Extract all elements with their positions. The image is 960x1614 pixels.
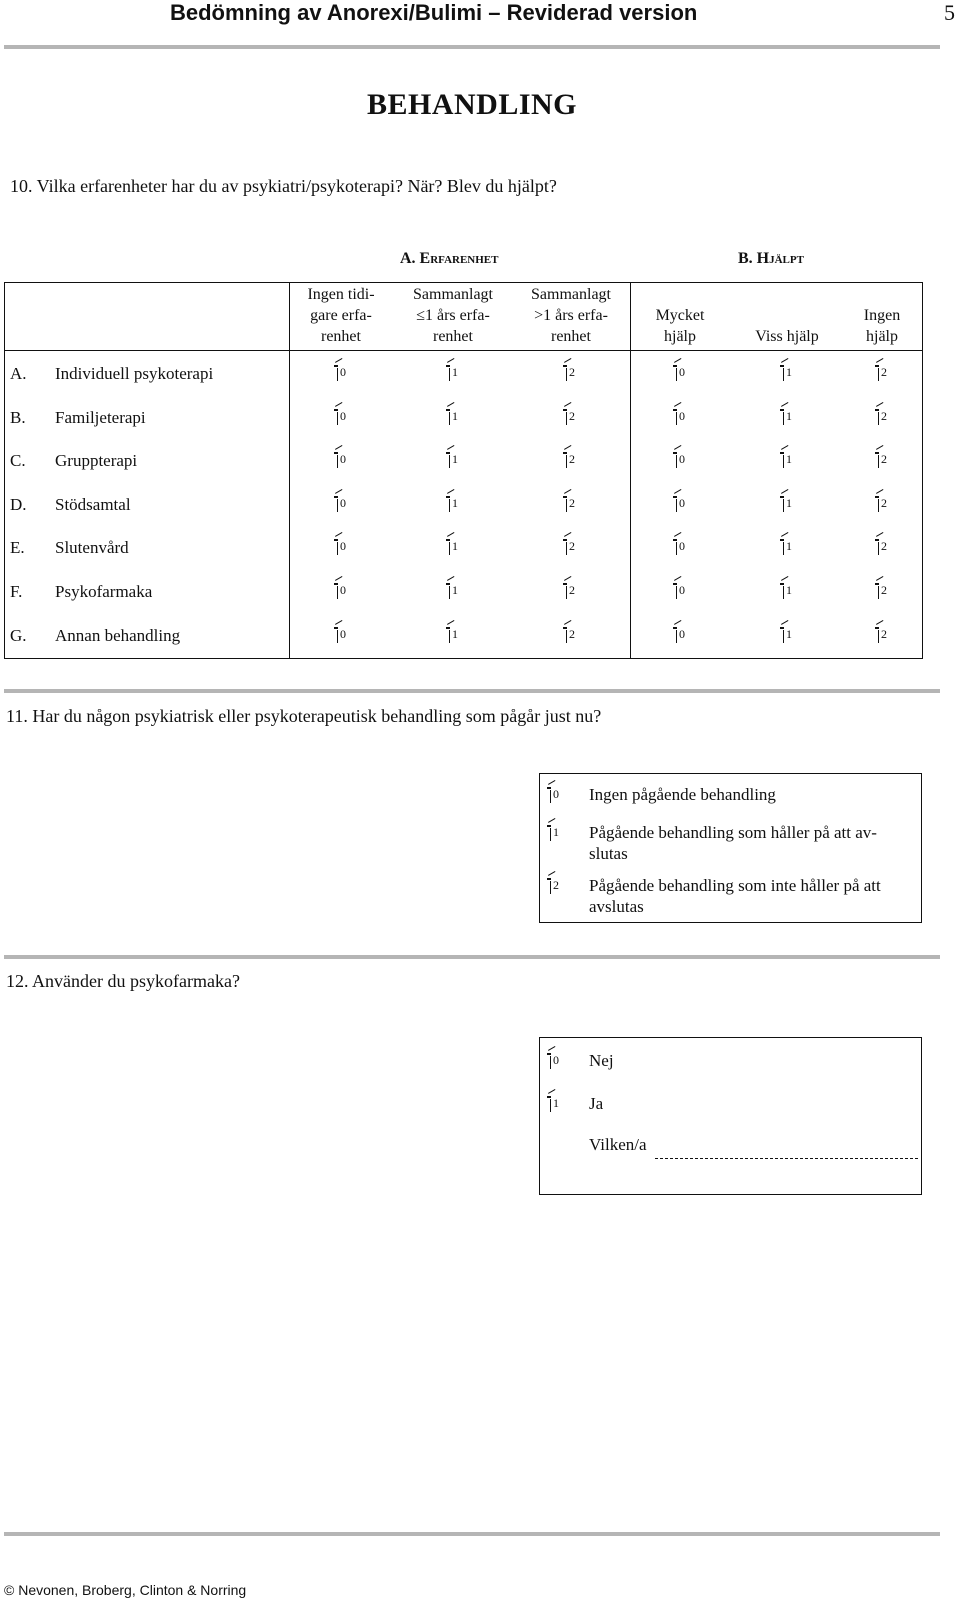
section-rule	[4, 689, 940, 693]
column-header-line: renhet	[433, 328, 473, 345]
checkbox-code: 1	[452, 539, 458, 554]
checkbox-code: 1	[786, 626, 792, 641]
checkbox-mark	[337, 412, 338, 425]
checkbox-mark	[676, 455, 677, 468]
option-label: Pågående behandling som håller på att av-	[589, 823, 877, 842]
checkbox-mark	[449, 542, 450, 555]
checkbox-code: 1	[452, 365, 458, 379]
checkbox-mark	[337, 455, 338, 468]
checkbox-code: 0	[340, 539, 346, 554]
checkbox-code: 2	[881, 583, 887, 597]
column-header-line: Ingen	[863, 307, 901, 324]
which-label: Vilken/a	[589, 1135, 647, 1154]
row-label: Familjeterapi	[55, 407, 146, 427]
row-letter: E.	[10, 538, 25, 558]
checkbox-code: 0	[340, 452, 346, 467]
column-header-line: ≤1 års erfa-	[416, 307, 490, 324]
checkbox-mark	[566, 542, 567, 555]
row-label: Stödsamtal	[55, 494, 131, 514]
row-letter: B.	[10, 407, 26, 427]
checkbox-mark	[550, 881, 551, 894]
checkbox-code: 2	[881, 626, 887, 641]
checkbox-code: 2	[881, 452, 887, 467]
checkbox-code: 0	[679, 365, 685, 379]
checkbox-code: 1	[452, 495, 458, 510]
checkbox-mark	[783, 368, 784, 381]
checkbox-code: 1	[452, 583, 458, 597]
question-11-text: 11. Har du någon psykiatrisk eller psykoterapeutisk behandling som pågår just nu?	[6, 706, 602, 726]
column-header-line: >1 års erfa-	[534, 307, 608, 324]
option-label: Ingen pågående behandling	[589, 785, 776, 804]
checkbox-code: 1	[452, 452, 458, 467]
checkbox-mark	[337, 368, 338, 381]
checkbox-code: 2	[569, 408, 575, 423]
checkbox-mark	[566, 368, 567, 381]
checkbox-mark	[550, 1056, 551, 1069]
row-letter: C.	[10, 451, 26, 471]
question-10-text: 10. Vilka erfarenheter har du av psykiatri/psykoterapi? När? Blev du hjälpt?	[10, 176, 557, 196]
checkbox-code: 2	[881, 365, 887, 379]
checkbox-mark	[337, 499, 338, 512]
checkbox-mark	[337, 542, 338, 555]
option-label: Nej	[589, 1051, 614, 1070]
group-a-heading: A. Erfarenhet	[400, 250, 499, 267]
checkbox-code: 0	[340, 583, 346, 597]
option-label: avslutas	[589, 897, 644, 916]
checkbox-mark	[550, 790, 551, 803]
checkbox-mark	[676, 499, 677, 512]
group-b-heading: B. Hjälpt	[738, 250, 804, 267]
checkbox-mark	[676, 368, 677, 381]
checkbox-code: 0	[553, 787, 559, 801]
checkbox-code: 0	[340, 626, 346, 641]
checkbox-mark	[449, 630, 450, 643]
row-label: Gruppterapi	[55, 451, 138, 471]
checkbox-mark	[878, 586, 879, 599]
footer-copyright: © Nevonen, Broberg, Clinton & Norring	[4, 1582, 247, 1598]
row-letter: G.	[10, 625, 27, 645]
option-label: Pågående behandling som inte håller på att	[589, 876, 881, 895]
which-answer-line[interactable]	[655, 1158, 918, 1159]
question-12-text: 12. Använder du psykofarmaka?	[6, 971, 240, 991]
checkbox-code: 0	[340, 365, 346, 379]
column-header-line: hjälp	[664, 328, 696, 345]
column-header-line: Sammanlagt	[413, 286, 493, 303]
column-header-line: hjälp	[866, 328, 898, 345]
checkbox-code: 1	[786, 452, 792, 467]
checkbox-code: 0	[679, 408, 685, 423]
checkbox-mark	[878, 412, 879, 425]
page-number: 5	[944, 0, 955, 25]
checkbox-code: 1	[786, 408, 792, 423]
checkbox-mark	[783, 630, 784, 643]
column-header-line: renhet	[551, 328, 591, 345]
row-label: Slutenvård	[55, 538, 129, 558]
checkbox-code: 0	[340, 495, 346, 510]
checkbox-code: 0	[679, 539, 685, 554]
page-header-title: Bedömning av Anorexi/Bulimi – Reviderad version	[170, 0, 698, 25]
checkbox-code: 2	[553, 878, 559, 892]
row-label: Psykofarmaka	[55, 582, 153, 601]
row-letter: A.	[10, 364, 27, 383]
checkbox-mark	[566, 586, 567, 599]
checkbox-code: 2	[569, 365, 575, 379]
checkbox-code: 2	[569, 539, 575, 554]
section-rule	[4, 955, 940, 959]
column-header-line: Viss hjälp	[755, 328, 819, 345]
checkbox-mark	[783, 542, 784, 555]
option-label: Ja	[589, 1094, 604, 1113]
checkbox-mark	[566, 630, 567, 643]
checkbox-mark	[449, 455, 450, 468]
column-header-line: Sammanlagt	[531, 286, 611, 303]
checkbox-code: 0	[679, 495, 685, 510]
checkbox-code: 2	[569, 626, 575, 641]
checkbox-code: 2	[881, 408, 887, 423]
checkbox-code: 2	[569, 583, 575, 597]
checkbox-mark	[550, 828, 551, 841]
column-header-line: gare erfa-	[310, 307, 372, 324]
checkbox-mark	[783, 499, 784, 512]
checkbox-code: 2	[881, 539, 887, 554]
checkbox-code: 0	[553, 1053, 559, 1067]
checkbox-mark	[878, 368, 879, 381]
section-title: BEHANDLING	[366, 88, 578, 121]
checkbox-mark	[449, 412, 450, 425]
checkbox-code: 2	[569, 495, 575, 510]
checkbox-code: 2	[881, 495, 887, 510]
footer-rule	[4, 1532, 940, 1536]
column-header-line: Ingen tidi-	[307, 286, 375, 303]
checkbox-mark	[783, 455, 784, 468]
checkbox-code: 1	[786, 495, 792, 510]
row-label: Individuell psykoterapi	[55, 364, 214, 383]
checkbox-mark	[878, 455, 879, 468]
checkbox-mark	[449, 499, 450, 512]
checkbox-mark	[337, 630, 338, 643]
checkbox-code: 1	[786, 539, 792, 554]
checkbox-mark	[550, 1099, 551, 1112]
checkbox-mark	[783, 412, 784, 425]
checkbox-mark	[449, 368, 450, 381]
column-header-line: Mycket	[655, 307, 705, 324]
checkbox-mark	[676, 412, 677, 425]
checkbox-mark	[337, 586, 338, 599]
column-header-line: renhet	[321, 328, 361, 345]
checkbox-code: 1	[786, 583, 792, 597]
checkbox-mark	[676, 630, 677, 643]
checkbox-code: 1	[553, 825, 559, 839]
checkbox-code: 1	[452, 626, 458, 641]
header-rule	[4, 45, 940, 49]
checkbox-code: 0	[679, 626, 685, 641]
checkbox-mark	[878, 542, 879, 555]
row-letter: D.	[10, 494, 27, 514]
checkbox-mark	[676, 542, 677, 555]
checkbox-code: 1	[553, 1096, 559, 1110]
row-label: Annan behandling	[55, 625, 181, 645]
checkbox-mark	[783, 586, 784, 599]
checkbox-code: 1	[452, 408, 458, 423]
checkbox-mark	[566, 455, 567, 468]
checkbox-mark	[878, 499, 879, 512]
checkbox-code: 0	[679, 452, 685, 467]
checkbox-code: 0	[340, 408, 346, 423]
table-header-rule	[4, 350, 922, 351]
checkbox-code: 1	[786, 365, 792, 379]
checkbox-code: 2	[569, 452, 575, 467]
checkbox-mark	[676, 586, 677, 599]
checkbox-mark	[566, 499, 567, 512]
checkbox-code: 0	[679, 583, 685, 597]
row-letter: F.	[10, 582, 23, 601]
option-label: slutas	[589, 844, 628, 863]
checkbox-mark	[566, 412, 567, 425]
checkbox-mark	[449, 586, 450, 599]
checkbox-mark	[878, 630, 879, 643]
